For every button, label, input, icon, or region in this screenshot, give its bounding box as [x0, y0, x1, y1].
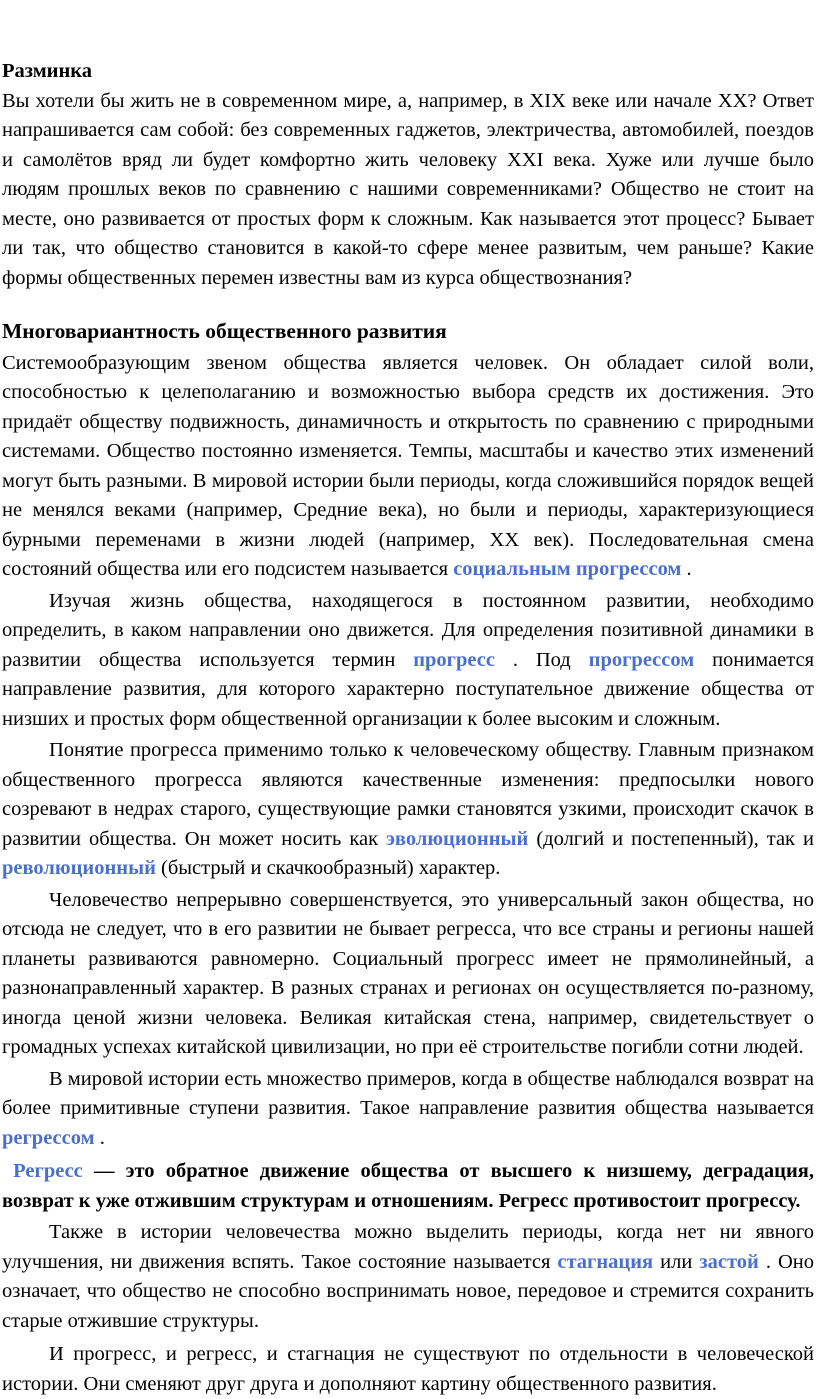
- paragraph-7-text-c: . Оно означает, что общество не способно воспринимать новое, передовое и стремится сохранить старые отжившие структуры.: [2, 1250, 814, 1332]
- paragraph-1-end: .: [686, 558, 692, 580]
- paragraph-6-text: — это обратное движение общества от высшего к низшему, деградация, возврат к уже отжившим структурам и отношениям. Регресс противостоит прогрессу.: [2, 1160, 814, 1212]
- paragraph-5-end: .: [99, 1126, 105, 1149]
- paragraph-2-text-c: понимается направление развития, для которого характерно поступательное движение общества от низших и простых форм общественной организации к более высоким и сложным.: [2, 648, 815, 730]
- paragraph-7-text-b: или: [660, 1250, 693, 1273]
- term-regress: регрессом: [2, 1126, 95, 1149]
- paragraph-2-text-a: Изучая жизнь общества, находящегося в постоянном развитии, необходимо определить, в каком направлении оно движется. Для определения позитивной динамики в развитии общества используется термин: [2, 589, 814, 671]
- term-progress: прогресс: [413, 648, 495, 671]
- paragraph-1: [2, 349, 814, 585]
- term-regress-definition: Регресс: [13, 1160, 83, 1182]
- term-progress-2: прогрессом: [588, 648, 695, 671]
- paragraph-2-text-b: . Под: [512, 648, 571, 671]
- paragraph-5-text: В мировой истории есть множество примеров, когда в обществе наблюдался возврат на более примитивные ступени развития. Такое направление развития общества называется: [2, 1067, 814, 1119]
- paragraph-5: [2, 1065, 814, 1154]
- paragraph-8: И прогресс, и регресс, и стагнация не существуют по отдельности в человеческой истории. Они сменяют друг друга и дополняют картину общественного развития.: [2, 1343, 814, 1395]
- term-evolutionary: эволюционный: [386, 827, 529, 850]
- paragraph-3: [2, 736, 814, 884]
- warmup-text: Вы хотели бы жить не в современном мире, а, например, в XIX веке или начале XX? Ответ напрашивается сам собой: без современных гаджетов, электричества, автомобилей, поездов и самолётов вряд ли будет комфортно жить человеку XXI века. Хуже или лучше было людям прошлых веков по сравнению с нашими современниками? Общество не стоит на месте, оно развивается от простых форм к сложным. Как называется этот процесс? Бывает ли так, что общество становится в какой-то сфере менее развитым, чем раньше? Какие формы общественных перемен известны вам из курса обществознания?: [2, 89, 814, 289]
- paragraph-3-text-c: (быстрый и скачкообразный) характер.: [161, 857, 501, 879]
- paragraph-3-text-a: Понятие прогресса применимо только к человеческому обществу. Главным признаком общественного прогресса являются качественные изменения: предпосылки нового созревают в недрах старого, существующие рамки становятся узкими, происходит скачок в развитии общества. Он может носить как: [2, 739, 814, 850]
- paragraph-6: [2, 1157, 814, 1216]
- paragraph-2: [2, 587, 814, 735]
- paragraph-7: [2, 1218, 814, 1336]
- warmup-heading: Разминка: [2, 60, 93, 82]
- term-revolutionary: революционный: [2, 857, 156, 879]
- paragraph-1-text: Системообразующим звеном общества является человек. Он обладает силой воли, способностью к целеполаганию и возможностью выбора средств их достижения. Это придаёт обществу подвижность, динамичность и открытость по сравнению с природными системами. Общество постоянно изменяется. Темпы, масштабы и качество этих изменений могут быть разными. В мировой истории были периоды, когда сложившийся порядок вещей не менялся веками (например, Средние века), но были и периоды, характеризующиеся бурными переменами в жизни людей (например, XX век). Последовательная смена состояний общества или его подсистем называется: [2, 351, 814, 580]
- paragraph-4: Человечество непрерывно совершенствуется, это универсальный закон общества, но отсюда не следует, что в его развитии не бывает регресса, что все страны и регионы нашей планеты развиваются равномерно. Социальный прогресс имеет не прямолинейный, а разнонаправленный характер. В разных странах и регионах он осуществляется по-разному, иногда ценой жизни человека. Великая китайская стена, например, свидетельствует о громадных успехах китайской цивилизации, но при её строительстве погибли сотни людей.: [2, 888, 814, 1058]
- paragraph-7-text-a: Также в истории человечества можно выделить периоды, когда нет ни явного улучшения, ни движения вспять. Такое состояние называется: [2, 1221, 814, 1273]
- term-zastoy: застой: [699, 1250, 759, 1273]
- term-stagnation: стагнация: [557, 1250, 654, 1273]
- term-social-progress: социальным прогрессом: [453, 558, 682, 580]
- section-heading: Многовариантность общественного развития: [2, 319, 447, 343]
- paragraph-3-text-b: (долгий и постепенный), так и: [536, 827, 814, 850]
